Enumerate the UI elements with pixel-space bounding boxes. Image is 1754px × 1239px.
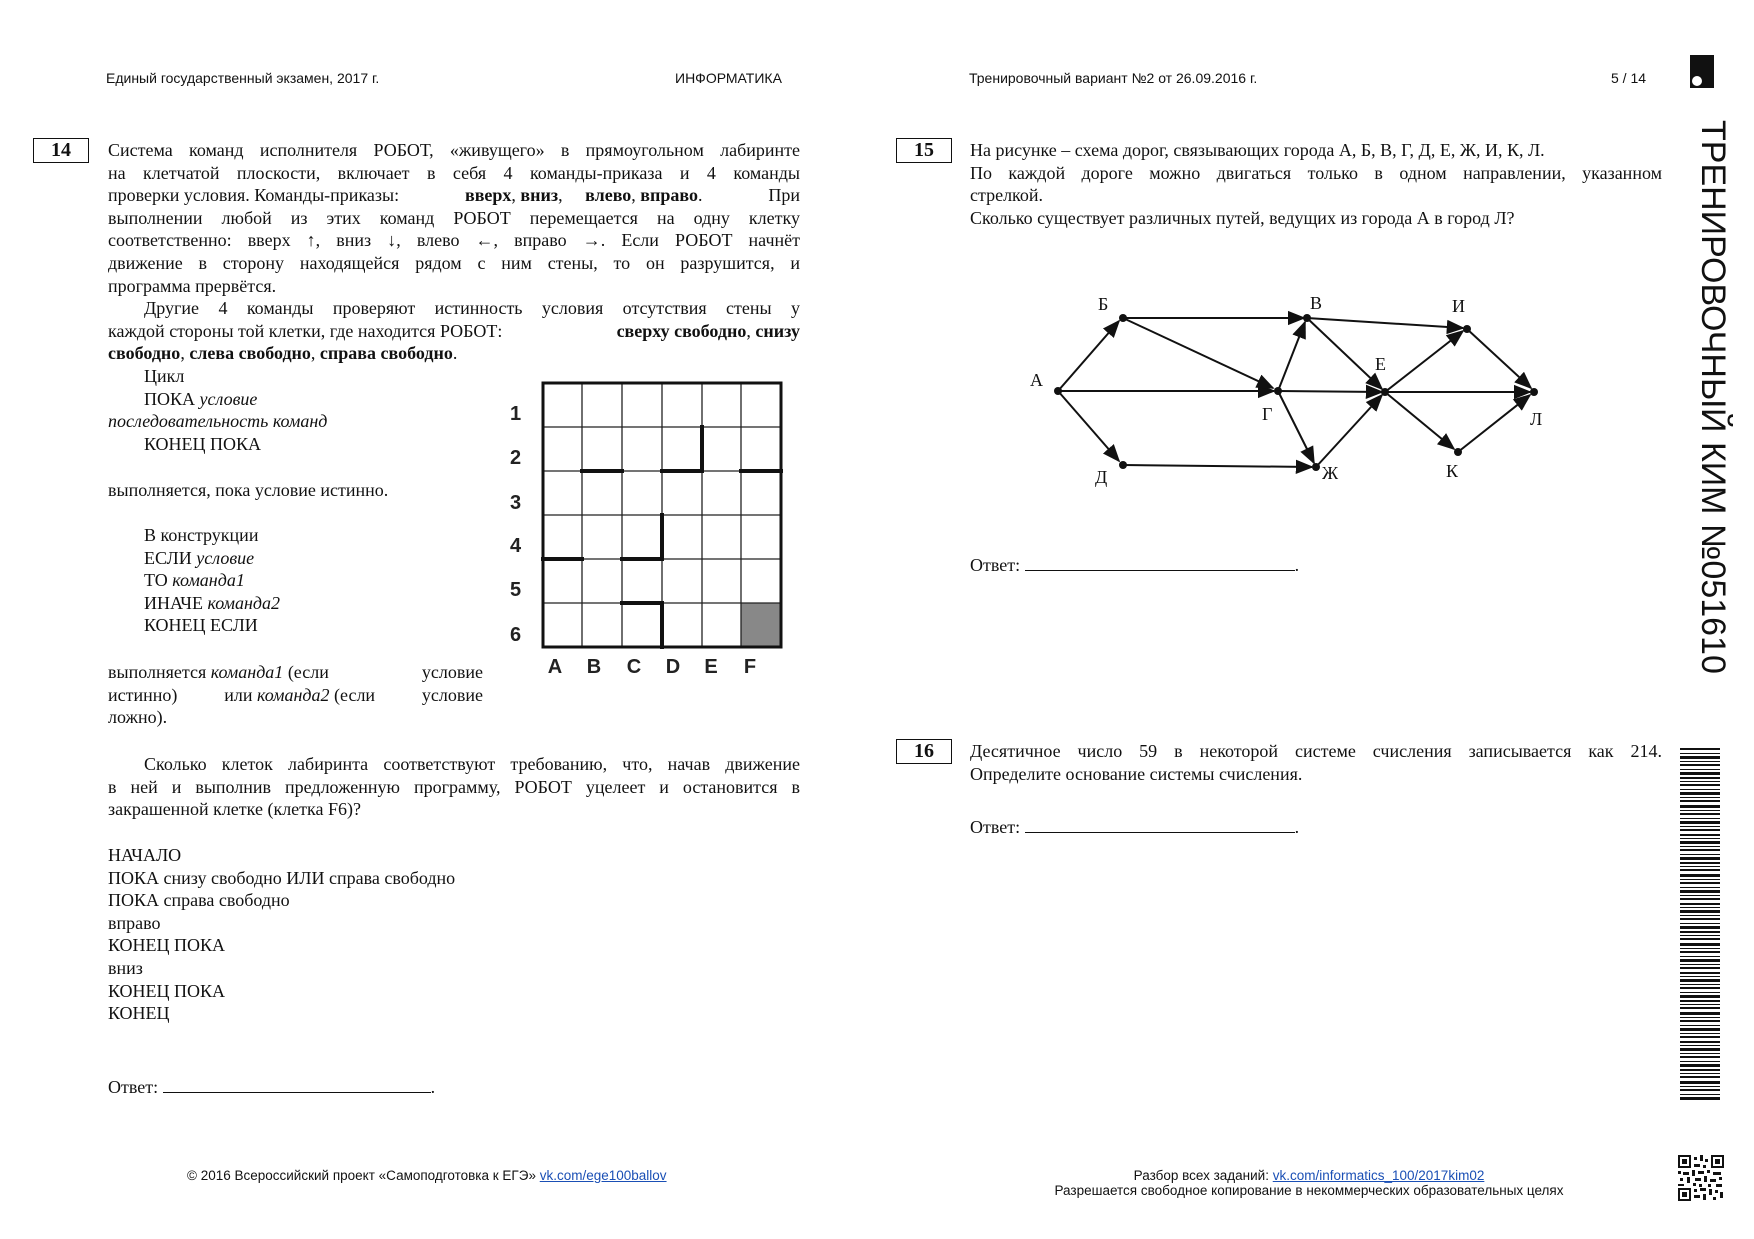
maze-diagram [500, 375, 800, 680]
program-line: ПОКА справа свободно [108, 890, 290, 911]
city-node-A [1054, 387, 1062, 395]
barcode-icon [1680, 748, 1720, 1100]
q16-text: Десятичное число 59 в некоторой системе счисления записывается как 214. Определите основание системы счисления. [970, 741, 1662, 784]
footer-copy-permission: Разрешается свободное копирование в некоммерческих образовательных целях [1054, 1183, 1564, 1198]
road-V-I [1307, 318, 1463, 328]
city-node-G [1274, 387, 1282, 395]
question-number-16: 16 [896, 739, 952, 764]
question-number-14: 14 [33, 138, 89, 163]
program-line: КОНЕЦ [108, 1003, 170, 1024]
road-A-D [1058, 391, 1119, 461]
q14-answer: Ответ: . [108, 1077, 436, 1097]
road-graph-diagram [1020, 285, 1580, 495]
footer-right: Разбор всех заданий: vk.com/informatics_100/2017kim02 Разрешается свободное копирование в некоммерческих образовательных целях [1029, 1168, 1589, 1198]
side-title: ТРЕНИРОВОЧНЫЙ КИМ №051610 [1694, 120, 1732, 674]
maze-row-label: 4 [510, 535, 522, 557]
q16-answer: Ответ: . [970, 817, 1300, 837]
program-line: КОНЕЦ ПОКА [108, 935, 226, 956]
city-label-L: Л [1530, 409, 1543, 429]
city-node-Zh [1312, 463, 1320, 471]
q14-if-construct: В конструкции ЕСЛИ условие ТО команда1 ИНАЧЕ команда2 КОНЕЦ ЕСЛИ [144, 525, 281, 636]
q16-answer-field[interactable] [1025, 815, 1295, 833]
footer-link-analysis[interactable]: vk.com/informatics_100/2017kim02 [1272, 1168, 1485, 1183]
header-exam-title: Единый государственный экзамен, 2017 г. [106, 70, 380, 86]
road-E-I [1385, 331, 1463, 392]
maze-row-label: 1 [510, 403, 522, 425]
maze-col-label: C [626, 656, 642, 678]
footer-link-ege100ballov[interactable]: vk.com/ege100ballov [539, 1168, 667, 1183]
city-node-K [1454, 448, 1462, 456]
q15-answer: Ответ: . [970, 555, 1300, 575]
city-label-A: А [1030, 370, 1043, 390]
city-node-B [1119, 314, 1127, 322]
q14-program [108, 844, 608, 1025]
program-line: КОНЕЦ ПОКА [108, 980, 226, 1001]
maze-row-label: 3 [510, 492, 522, 514]
city-label-V: В [1310, 293, 1323, 313]
maze-col-label: D [665, 656, 681, 678]
city-label-E: Е [1375, 354, 1386, 374]
program-line: НАЧАЛО [108, 845, 182, 865]
q14-loop-note: выполняется, пока условие истинно. [108, 480, 389, 500]
road-Zh-E [1316, 395, 1382, 467]
maze-col-label: A [547, 656, 563, 678]
question-number-15: 15 [896, 138, 952, 163]
header-page-number: 5 / 14 [1611, 70, 1647, 86]
road-D-Zh [1123, 465, 1312, 467]
road-G-Zh [1278, 391, 1314, 463]
header-subject: ИНФОРМАТИКА [675, 70, 782, 86]
city-node-V [1303, 314, 1311, 322]
road-E-K [1385, 392, 1454, 449]
q15-text: На рисунке – схема дорог, связывающих города А, Б, В, Г, Д, Е, Ж, И, К, Л. По каждой дороге можно двигаться только в одном направлении, указанном стрелкой. Сколько существует различных путей, ведущих из города А в город Л? [970, 140, 1662, 228]
road-B-G [1123, 318, 1273, 388]
city-label-Zh: Ж [1322, 463, 1339, 483]
city-label-G: Г [1262, 404, 1273, 424]
road-K-L [1458, 395, 1530, 452]
q14-paragraph-2: Другие 4 команды проверяют истинность условия отсутствия стены у каждой стороны той клетки, где находится РОБОТ: сверху свободно, снизу свободно, слева свободно, справа свободно. [108, 298, 800, 364]
q14-answer-field[interactable] [163, 1075, 431, 1093]
program-line: ПОКА снизу свободно ИЛИ справа свободно [108, 867, 456, 888]
city-node-I [1463, 325, 1471, 333]
q14-if-note: выполняется команда1 (если условие истинно) или команда2 (если условие ложно). [108, 662, 483, 728]
maze-row-label: 6 [510, 624, 522, 646]
footer-copyright: © 2016 Всероссийский проект «Самоподготовка к ЕГЭ» vk.com/ege100ballov [187, 1168, 667, 1183]
maze-col-label: B [586, 656, 602, 678]
city-label-I: И [1452, 296, 1465, 316]
program-line: вправо [108, 912, 161, 933]
road-A-B [1058, 321, 1119, 391]
road-G-E [1278, 391, 1382, 392]
q14-question: Сколько клеток лабиринта соответствуют требованию, что, начав движение в ней и выполнив предложенную программу, РОБОТ уцелеет и остановится в закрашенной клетке (клетка F6)? [108, 754, 800, 820]
maze-col-label: E [704, 656, 718, 678]
maze-col-label: F [743, 656, 757, 678]
program-line: вниз [108, 957, 143, 978]
city-label-K: К [1446, 461, 1459, 481]
q15-answer-field[interactable] [1025, 553, 1295, 571]
maze-target-cell [741, 603, 781, 647]
city-node-D [1119, 461, 1127, 469]
city-node-L [1530, 388, 1538, 396]
qr-code-icon [1678, 1155, 1724, 1201]
header-variant: Тренировочный вариант №2 от 26.09.2016 г. [969, 70, 1258, 86]
road-V-E [1307, 318, 1382, 389]
maze-row-label: 5 [510, 579, 522, 601]
road-I-L [1467, 329, 1531, 388]
city-label-D: Д [1095, 467, 1108, 487]
q14-paragraph-1: Система команд исполнителя РОБОТ, «живущего» в прямоугольном лабиринте на клетчатой плоскости, включает в себя 4 команды-приказа и 4 команды проверки условия. Команды-приказы: вверх, вниз, влево, вправо. При выполнении любой из этих команд РОБОТ перемещается на одну клетку соответственно: вверх ↑, вниз ↓, влево ←, вправо →. Если РОБОТ начнёт движение в сторону находящейся рядом с ним стены, то он разрушится, и программа прервётся. [108, 140, 800, 296]
maze-row-label: 2 [510, 447, 522, 469]
road-G-V [1278, 322, 1305, 391]
q14-loop-construct: Цикл ПОКА условие последовательность команд КОНЕЦ ПОКА [108, 366, 328, 454]
city-label-B: Б [1098, 294, 1109, 314]
corner-marker-icon [1690, 55, 1714, 88]
city-node-E [1381, 388, 1389, 396]
